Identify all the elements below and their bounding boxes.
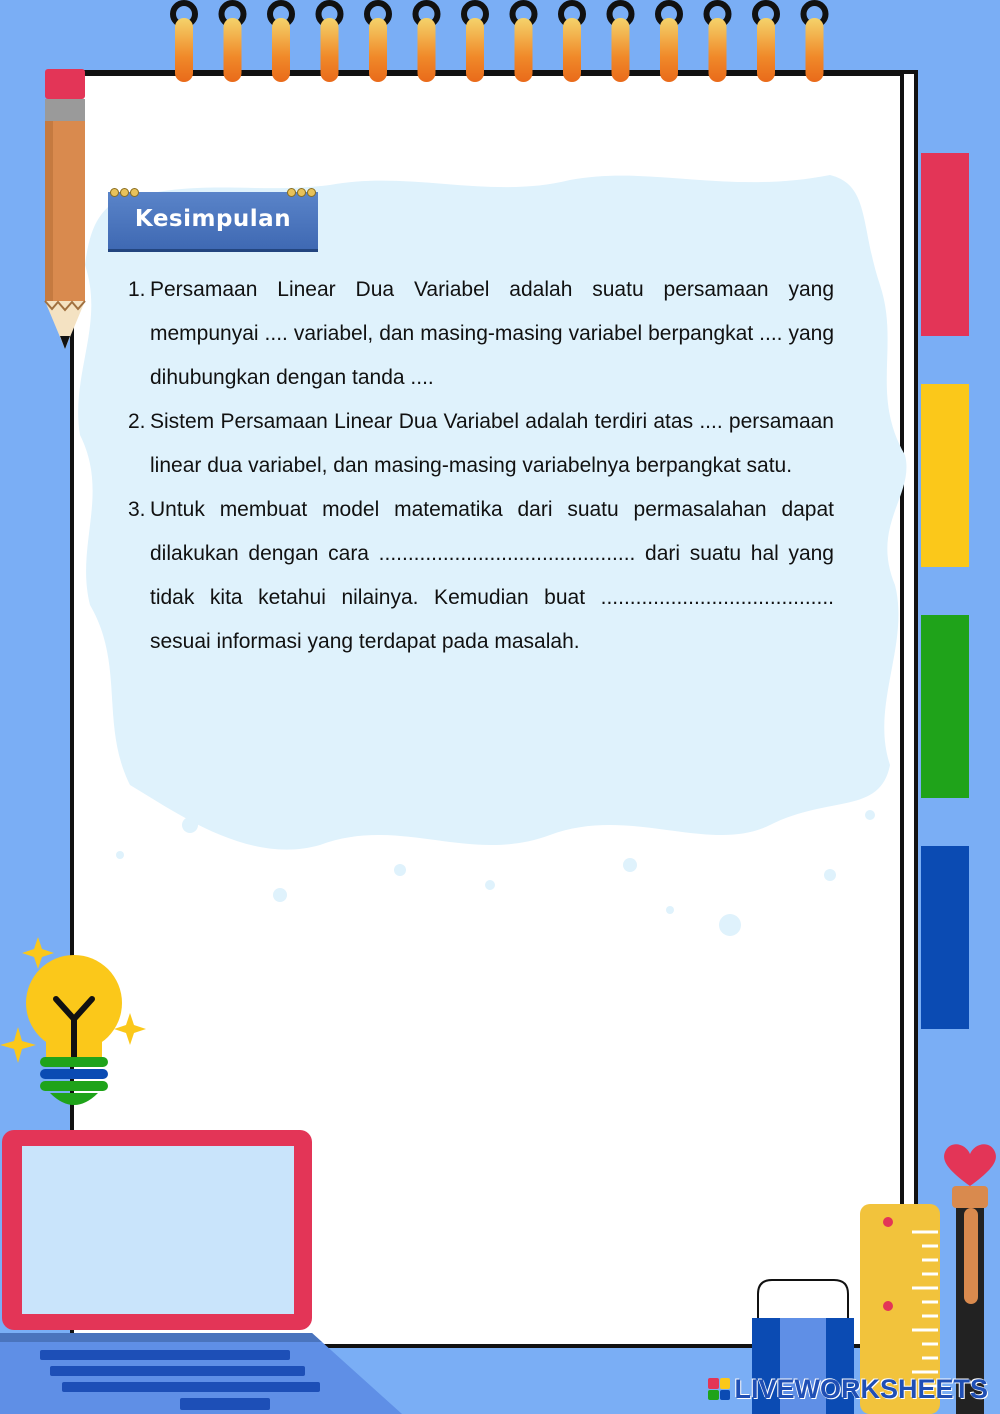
tab-blue[interactable] xyxy=(921,846,969,1029)
lightbulb-icon xyxy=(0,935,160,1110)
tab-green[interactable] xyxy=(921,615,969,798)
item-text: Sistem Persamaan Linear Dua Variabel adalah terdiri atas .... persamaan linear dua variabel, dan masing-masing variabelnya berpangkat satu. xyxy=(150,410,834,477)
item-number: 3. xyxy=(128,498,146,521)
spiral-ring xyxy=(367,3,389,82)
spiral-ring xyxy=(658,3,680,82)
item-number: 2. xyxy=(128,410,146,433)
item-text: Persamaan Linear Dua Variabel adalah suatu persamaan yang mempunyai .... variabel, dan masing-masing variabel berpangkat .... yang dihubungkan dengan tanda .... xyxy=(150,278,834,389)
spiral-ring xyxy=(707,3,729,82)
item-text: Untuk membuat model matematika dari suatu permasalahan dapat dilakukan dengan cara ............................................ dari suatu hal yang tidak kita ketahui nilainya. Kemudian buat ........................................ sesuai informasi yang terdapat pada masalah. xyxy=(150,498,834,653)
list-item xyxy=(122,268,834,400)
watermark-text: LIVEWORKSHEETS xyxy=(734,1373,988,1404)
spiral-ring xyxy=(513,3,535,82)
liveworksheets-watermark[interactable] xyxy=(708,1372,988,1406)
spiral-ring xyxy=(561,3,583,82)
spiral-ring xyxy=(464,3,486,82)
item-number: 1. xyxy=(128,278,146,301)
spiral-ring xyxy=(173,3,195,82)
pin-icon xyxy=(130,188,139,197)
laptop-icon xyxy=(0,1128,405,1414)
spiral-binding xyxy=(0,0,1000,90)
pin-icon xyxy=(297,188,306,197)
list-item xyxy=(122,400,834,488)
list-item xyxy=(122,488,834,664)
tab-red[interactable] xyxy=(921,153,969,336)
spiral-ring xyxy=(222,3,244,82)
spiral-rings xyxy=(0,0,1000,90)
spiral-ring xyxy=(804,3,826,82)
spiral-ring xyxy=(319,3,341,82)
conclusion-list xyxy=(122,268,834,664)
pin-icon xyxy=(110,188,119,197)
tab-yellow[interactable] xyxy=(921,384,969,567)
liveworksheets-logo-icon xyxy=(708,1378,730,1400)
spiral-ring xyxy=(610,3,632,82)
spiral-ring xyxy=(755,3,777,82)
page-title: Kesimpulan xyxy=(134,206,292,232)
spiral-ring xyxy=(270,3,292,82)
title-banner xyxy=(108,192,318,252)
spiral-ring xyxy=(416,3,438,82)
pin-icon xyxy=(307,188,316,197)
pin-icon xyxy=(120,188,129,197)
pin-icon xyxy=(287,188,296,197)
